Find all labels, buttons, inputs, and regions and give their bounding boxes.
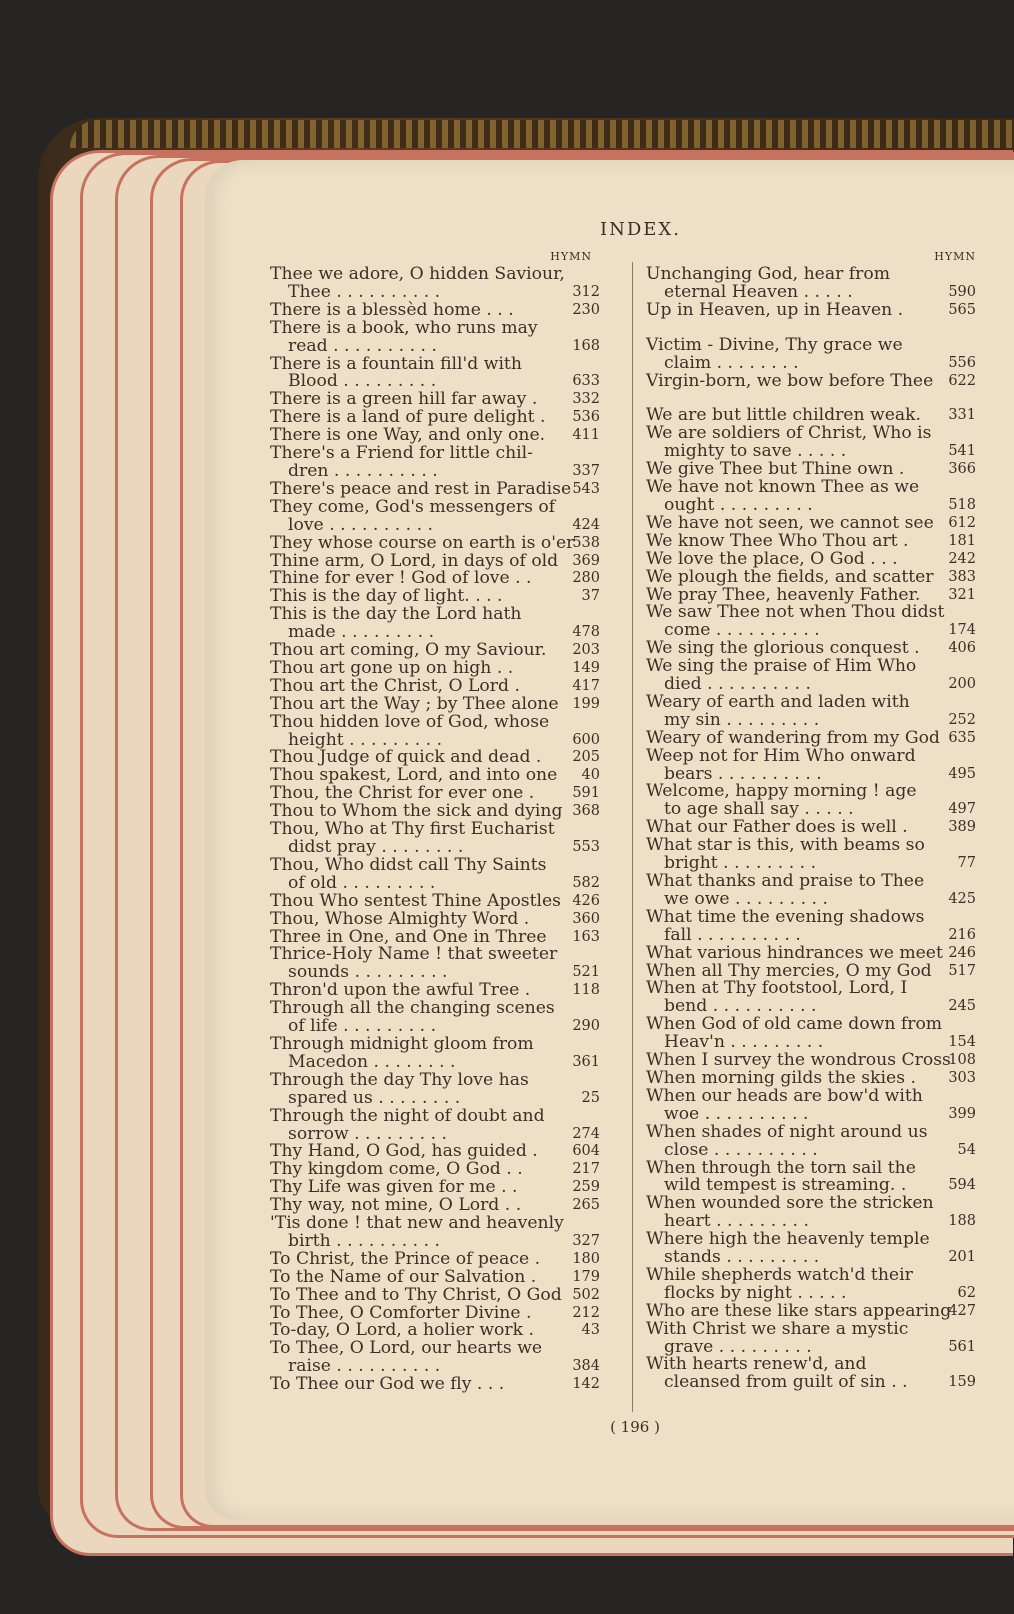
entry-first-line: There is a book, who runs may [270, 317, 538, 338]
hymn-number: 25 [581, 1089, 600, 1106]
hymn-number: 154 [948, 1034, 976, 1051]
entry-first-line: Virgin-born, we bow before Thee [646, 370, 934, 391]
hymn-number: 369 [572, 552, 600, 569]
hymn-number: 383 [948, 568, 976, 585]
index-entry [646, 745, 976, 784]
hymn-number: 406 [948, 640, 976, 657]
entry-continuation-line: Macedon . . . . . . . . [288, 1053, 456, 1072]
index-entry [270, 1215, 600, 1251]
index-entry [270, 693, 600, 714]
hymn-number: 265 [572, 1197, 600, 1214]
entry-continuation-line: didst pray . . . . . . . . [288, 839, 464, 857]
index-entry [270, 908, 600, 929]
entry-continuation-line: Heav'n . . . . . . . . . [664, 1034, 824, 1053]
entry-first-line: What star is this, with beams so [646, 835, 925, 856]
entry-first-line: Thou Judge of quick and dead . [270, 747, 542, 768]
index-entry [270, 1266, 600, 1287]
entry-first-line: There is one Way, and only one. [270, 425, 546, 446]
hymn-number: 179 [572, 1268, 600, 1285]
hymn-number: 478 [572, 624, 600, 641]
index-entry [270, 1033, 600, 1072]
hymn-number: 502 [572, 1286, 600, 1303]
entry-first-line: Thron'd upon the awful Tree . [270, 980, 531, 1001]
index-entry [646, 479, 976, 515]
hymn-number: 181 [948, 532, 976, 549]
hymn-number: 118 [572, 982, 600, 999]
entry-first-line: When I survey the wondrous Cross [646, 1050, 951, 1071]
entry-first-line: When through the torn sail the [646, 1157, 916, 1178]
index-entry [270, 946, 600, 982]
entry-first-line: 'Tis done ! that new and heavenly [270, 1213, 564, 1234]
entry-first-line: There's peace and rest in Paradise [270, 478, 572, 499]
hymn-number: 538 [572, 534, 600, 551]
entry-continuation-line: raise . . . . . . . . . . [288, 1358, 441, 1377]
index-entry [646, 1264, 976, 1303]
index-entry [646, 1231, 976, 1267]
entry-first-line: Thou hidden love of God, whose [270, 711, 550, 732]
entry-first-line: We are soldiers of Christ, Who is [646, 423, 932, 444]
index-entry [270, 1340, 600, 1376]
index-entry [270, 1069, 600, 1108]
entry-first-line: Thou, the Christ for ever one . [270, 783, 535, 804]
entry-continuation-line: mighty to save . . . . . [664, 443, 847, 462]
entry-first-line: What thanks and praise to Thee [646, 871, 925, 891]
entry-first-line: They whose course on earth is o'er [270, 532, 575, 553]
hymn-number: 633 [572, 373, 600, 390]
hymn-number: 384 [572, 1358, 600, 1375]
entry-first-line: Thou to Whom the sick and dying [270, 801, 563, 822]
hymn-number: 389 [948, 819, 976, 836]
index-entry [646, 691, 976, 730]
entry-first-line: Thine arm, O Lord, in days of old [270, 550, 559, 571]
index-entry [270, 532, 600, 553]
hymn-number: 360 [572, 910, 600, 927]
index-entry [270, 317, 600, 356]
entry-continuation-line: fall . . . . . . . . . . [664, 926, 801, 945]
entry-first-line: Weary of wandering from my God [646, 727, 940, 748]
entry-first-line: When all Thy mercies, O my God [646, 960, 932, 981]
hymn-number: 426 [572, 892, 600, 909]
index-entry [646, 980, 976, 1016]
hymn-number: 425 [948, 890, 976, 907]
hymn-number: 245 [948, 998, 976, 1015]
entry-first-line: This is the day the Lord hath [270, 604, 522, 625]
entry-first-line: Thine for ever ! God of love . . [270, 568, 532, 589]
entry-first-line: We give Thee but Thine own . [646, 459, 905, 480]
hymn-number: 108 [948, 1052, 976, 1069]
hymn-number: 142 [572, 1376, 600, 1393]
index-entry [646, 1356, 976, 1392]
entry-first-line: We are but little children weak. [646, 405, 921, 426]
hymn-number: 242 [948, 550, 976, 567]
entry-first-line: Thrice-Holy Name ! that sweeter [270, 944, 558, 965]
entry-first-line: Up in Heaven, up in Heaven . [646, 299, 904, 320]
index-entry [646, 1085, 976, 1124]
entry-first-line: They come, God's messengers of [270, 496, 556, 517]
entry-first-line: Thy way, not mine, O Lord . . [270, 1195, 522, 1216]
entry-first-line: What our Father does is well . [646, 817, 908, 838]
hymn-number: 337 [572, 462, 600, 479]
entry-continuation-line: died . . . . . . . . . . [664, 676, 811, 694]
entry-first-line: Thou art gone up on high . . [270, 657, 514, 678]
entry-continuation-line: flocks by night . . . . . [664, 1284, 847, 1303]
entry-first-line: Who are these like stars appearing [646, 1300, 952, 1321]
entry-first-line: Weep not for Him Who onward [646, 745, 916, 766]
hymn-number: 495 [948, 765, 976, 782]
entry-first-line: There is a land of pure delight . [270, 407, 546, 428]
index-entry [270, 445, 600, 481]
entry-first-line: Thou spakest, Lord, and into one [270, 765, 558, 786]
hymn-number: 303 [948, 1069, 976, 1086]
hymn-number: 541 [948, 443, 976, 460]
column-divider [632, 262, 633, 1412]
hymn-number: 43 [581, 1322, 600, 1339]
entry-first-line: Thy Hand, O God, has guided . [270, 1141, 538, 1162]
hymn-number: 424 [572, 516, 600, 533]
hymn-number: 290 [572, 1018, 600, 1035]
hymn-column-label: HYMN [934, 250, 976, 263]
hymn-number: 230 [572, 301, 600, 318]
hymn-number: 321 [948, 586, 976, 603]
hymn-number: 201 [948, 1249, 976, 1266]
entry-first-line: There is a blessèd home . . . [270, 299, 514, 320]
hymn-number: 411 [572, 427, 600, 444]
hymn-number: 612 [948, 514, 976, 531]
hymn-number: 200 [948, 676, 976, 693]
entry-continuation-line: grave . . . . . . . . . [664, 1338, 812, 1357]
entry-continuation-line: bend . . . . . . . . . . [664, 998, 817, 1017]
entry-continuation-line: of life . . . . . . . . . [288, 1018, 437, 1036]
entry-continuation-line: wild tempest is streaming. . [664, 1177, 907, 1196]
hymn-number: 159 [948, 1374, 976, 1391]
entry-first-line: We plough the fields, and scatter [646, 566, 934, 587]
hymn-number: 212 [572, 1304, 600, 1321]
entry-first-line: Through midnight gloom from [270, 1033, 534, 1054]
entry-first-line: We know Thee Who Thou art . [646, 530, 909, 551]
entry-continuation-line: cleansed from guilt of sin . . [664, 1374, 908, 1393]
entry-first-line: Where high the heavenly temple [646, 1229, 930, 1250]
hymn-number: 217 [572, 1161, 600, 1178]
index-entry [646, 299, 976, 320]
entry-continuation-line: heart . . . . . . . . . [664, 1213, 809, 1232]
entry-continuation-line: my sin . . . . . . . . . [664, 711, 820, 730]
entry-first-line: We saw Thee not when Thou didst [646, 602, 945, 623]
hymn-number: 203 [572, 642, 600, 659]
entry-first-line: When shades of night around us [646, 1121, 928, 1142]
entry-first-line: We sing the glorious conquest . [646, 638, 920, 659]
index-entry [646, 837, 976, 873]
entry-first-line: We pray Thee, heavenly Father. [646, 584, 921, 605]
entry-continuation-line: woe . . . . . . . . . . [664, 1105, 809, 1124]
index-entry [270, 266, 600, 302]
entry-first-line: Thou art coming, O my Saviour. [270, 640, 547, 661]
hymn-number: 417 [572, 677, 600, 694]
hymn-number: 561 [948, 1338, 976, 1355]
index-entry [646, 1300, 976, 1321]
hymn-number: 252 [948, 711, 976, 728]
index-entry [270, 821, 600, 857]
entry-first-line: Through all the changing scenes [270, 998, 555, 1019]
hymn-number: 543 [572, 480, 600, 497]
index-entry [646, 566, 976, 587]
entry-continuation-line: birth . . . . . . . . . . [288, 1232, 440, 1251]
entry-continuation-line: Thee . . . . . . . . . . [288, 283, 441, 302]
entry-first-line: There is a green hill far away . [270, 389, 538, 410]
entry-first-line: Thou, Whose Almighty Word . [270, 908, 530, 929]
entry-first-line: Through the night of doubt and [270, 1105, 545, 1126]
index-entry [646, 906, 976, 945]
index-entry [646, 1195, 976, 1231]
entry-first-line: With Christ we share a mystic [646, 1318, 909, 1339]
entry-first-line: Three in One, and One in Three [270, 926, 547, 947]
entry-first-line: Unchanging God, hear from [646, 264, 890, 284]
hymn-number: 62 [957, 1284, 976, 1301]
index-entry [646, 548, 976, 569]
hymn-number: 54 [957, 1141, 976, 1158]
entry-continuation-line: dren . . . . . . . . . . [288, 462, 438, 481]
hymn-number: 180 [572, 1250, 600, 1267]
entry-first-line: There's a Friend for little chil- [270, 443, 533, 464]
index-entry [270, 1000, 600, 1036]
index-entry [270, 711, 600, 750]
entry-continuation-line: we owe . . . . . . . . . [664, 890, 828, 909]
index-entry [646, 727, 976, 748]
entry-first-line: While shepherds watch'd their [646, 1264, 913, 1285]
entry-first-line: There is a fountain fill'd with [270, 353, 522, 374]
entry-continuation-line: claim . . . . . . . . [664, 354, 799, 373]
index-column-left [270, 250, 600, 1394]
hymn-number: 565 [948, 301, 976, 318]
entry-first-line: With hearts renew'd, and [646, 1354, 867, 1375]
entry-first-line: Through the day Thy love has [270, 1069, 529, 1090]
hymn-number: 274 [572, 1125, 600, 1142]
entry-continuation-line: eternal Heaven . . . . . [664, 283, 853, 302]
hymn-number: 590 [948, 283, 976, 300]
index-entry [646, 942, 976, 963]
entry-first-line: We sing the praise of Him Who [646, 656, 917, 677]
entry-continuation-line: bears . . . . . . . . . . [664, 765, 822, 784]
entry-first-line: To Thee, O Comforter Divine . [270, 1302, 532, 1323]
entry-first-line: Welcome, happy morning ! age [646, 781, 917, 802]
index-entry [646, 1157, 976, 1196]
hymn-number: 399 [948, 1105, 976, 1122]
entry-first-line: We have not seen, we cannot see [646, 512, 934, 533]
hymn-number: 199 [572, 695, 600, 712]
index-entry [646, 658, 976, 694]
hymn-number: 604 [572, 1143, 600, 1160]
hymn-number: 331 [948, 407, 976, 424]
hymn-number: 600 [572, 731, 600, 748]
index-entry [270, 854, 600, 893]
hymn-number: 518 [948, 496, 976, 513]
index-entry [270, 496, 600, 535]
entry-continuation-line: come . . . . . . . . . . [664, 622, 820, 641]
entry-first-line: When our heads are bow'd with [646, 1085, 923, 1106]
entry-continuation-line: sorrow . . . . . . . . . [288, 1125, 448, 1144]
entry-first-line: To Thee, O Lord, our hearts we [270, 1338, 543, 1359]
entry-continuation-line: stands . . . . . . . . . [664, 1249, 820, 1267]
entry-continuation-line: close . . . . . . . . . . [664, 1141, 818, 1160]
entry-continuation-line: ought . . . . . . . . . [664, 496, 813, 515]
entry-continuation-line: height . . . . . . . . . [288, 731, 443, 750]
entry-first-line: To the Name of our Salvation . [270, 1266, 537, 1287]
index-entry [646, 370, 976, 391]
hymn-number: 582 [572, 874, 600, 891]
index-entry [646, 873, 976, 909]
entry-first-line: When God of old came down from [646, 1014, 943, 1035]
entry-continuation-line: love . . . . . . . . . . [288, 516, 433, 535]
entry-first-line: This is the day of light. . . . [270, 586, 503, 607]
index-entry [646, 1121, 976, 1160]
hymn-number: 427 [948, 1302, 976, 1319]
entry-first-line: What time the evening shadows [646, 906, 925, 927]
hymn-number: 37 [581, 588, 600, 605]
hymn-number: 361 [572, 1053, 600, 1070]
entry-first-line: Thou Who sentest Thine Apostles [270, 890, 562, 911]
index-entry [270, 1376, 600, 1394]
index-entry [270, 1105, 600, 1144]
entry-continuation-line: sounds . . . . . . . . . [288, 964, 448, 983]
hymn-number: 622 [948, 372, 976, 389]
index-entry [646, 266, 976, 302]
entry-first-line: Weary of earth and laden with [646, 691, 910, 712]
page-title: INDEX. [600, 219, 681, 240]
hymn-number: 163 [572, 928, 600, 945]
entry-first-line: Thou art the Way ; by Thee alone [270, 693, 559, 714]
hymn-number: 188 [948, 1213, 976, 1230]
page-number: ( 196 ) [610, 1418, 660, 1436]
hymn-number: 591 [572, 785, 600, 802]
index-entry [270, 606, 600, 642]
entry-first-line: When wounded sore the stricken [646, 1193, 934, 1214]
hymn-number: 149 [572, 659, 600, 676]
hymn-number: 174 [948, 622, 976, 639]
entry-continuation-line: of old . . . . . . . . . [288, 874, 436, 893]
entry-continuation-line: spared us . . . . . . . . [288, 1089, 461, 1108]
index-entry [646, 334, 976, 373]
hymn-number: 312 [572, 283, 600, 300]
index-entry [270, 1284, 600, 1305]
entry-continuation-line: bright . . . . . . . . . [664, 855, 817, 873]
gilt-edge-decoration [70, 120, 1014, 148]
entry-first-line: Thou, Who at Thy first Eucharist [270, 819, 555, 840]
hymn-number: 168 [572, 337, 600, 354]
hymn-number: 521 [572, 964, 600, 981]
entry-first-line: Thy kingdom come, O God . . [270, 1159, 523, 1180]
entry-continuation-line: Blood . . . . . . . . . [288, 373, 437, 392]
entry-first-line: We love the place, O God . . . [646, 548, 898, 569]
hymn-number: 635 [948, 729, 976, 746]
hymn-number: 246 [948, 944, 976, 961]
hymn-number: 280 [572, 570, 600, 587]
hymn-number: 497 [948, 801, 976, 818]
index-entry [646, 530, 976, 551]
hymn-number: 216 [948, 926, 976, 943]
hymn-number: 332 [572, 391, 600, 408]
entry-first-line: When morning gilds the skies . [646, 1067, 916, 1088]
entry-first-line: We have not known Thee as we [646, 477, 920, 498]
entry-first-line: To-day, O Lord, a holier work . [270, 1320, 534, 1341]
hymn-number: 327 [572, 1232, 600, 1249]
entry-first-line: Thee we adore, O hidden Saviour, [270, 264, 565, 284]
entry-first-line: Thy Life was given for me . . [270, 1177, 518, 1198]
index-list-right [646, 266, 976, 1392]
entry-first-line: When at Thy footstool, Lord, I [646, 978, 908, 999]
hymn-column-label: HYMN [550, 250, 592, 263]
index-entry [646, 1016, 976, 1052]
hymn-number: 556 [948, 354, 976, 371]
entry-first-line: To Thee and to Thy Christ, O God [270, 1284, 562, 1305]
entry-continuation-line: to age shall say . . . . . [664, 801, 854, 820]
entry-first-line: To Thee our God we fly . . . [270, 1374, 505, 1395]
hymn-number: 366 [948, 461, 976, 478]
entry-first-line: Thou art the Christ, O Lord . [270, 675, 520, 696]
hymn-number: 259 [572, 1179, 600, 1196]
index-list-left [270, 266, 600, 1394]
entry-continuation-line: read . . . . . . . . . . [288, 337, 437, 356]
entry-first-line: To Christ, the Prince of peace . [270, 1248, 541, 1269]
entry-first-line: What various hindrances we meet [646, 942, 943, 963]
hymn-number: 594 [948, 1177, 976, 1194]
hymn-number: 77 [957, 855, 976, 872]
index-entry [646, 604, 976, 640]
hymn-number: 205 [572, 749, 600, 766]
hymn-number: 536 [572, 409, 600, 426]
entry-first-line: Victim - Divine, Thy grace we [646, 334, 903, 355]
hymn-number: 517 [948, 962, 976, 979]
index-column-right [646, 250, 976, 1392]
index-entry [270, 353, 600, 392]
hymn-number: 553 [572, 839, 600, 855]
hymn-number: 40 [581, 767, 600, 784]
index-entry [646, 783, 976, 819]
index-entry [646, 1318, 976, 1357]
entry-continuation-line: made . . . . . . . . . [288, 624, 435, 643]
index-entry [270, 890, 600, 911]
entry-first-line: Thou, Who didst call Thy Saints [270, 854, 547, 875]
index-entry [646, 425, 976, 461]
hymn-number: 368 [572, 803, 600, 820]
